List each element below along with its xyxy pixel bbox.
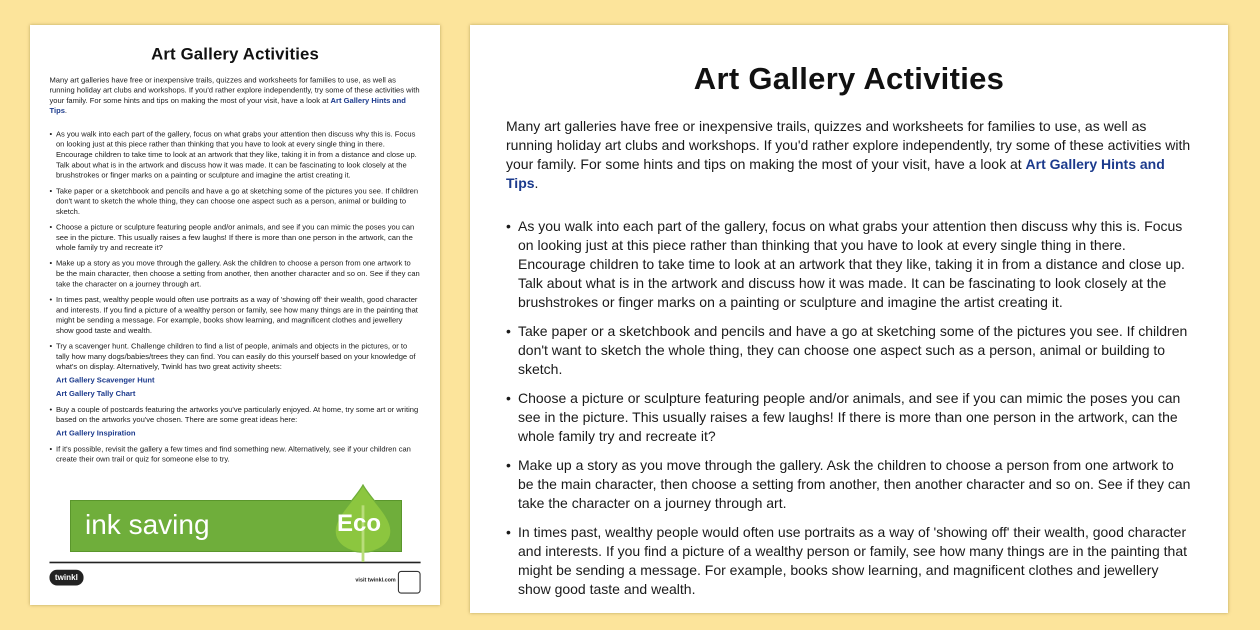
- eco-label: Eco: [337, 510, 382, 537]
- visit-text: visit twinkl.com: [355, 577, 396, 584]
- hints-tips-link[interactable]: Art Gallery Hints and Tips: [506, 156, 1165, 191]
- list-item-text: Buy a couple of postcards featuring the artworks you've particularly enjoyed. At home, try some art or writing based on the artworks you've chosen. There are some great ideas here:: [55, 404, 419, 424]
- list-item: • Make up a story as you move through the gallery. Ask the children to choose a person from one artwork to be the main character, then choose a setting from another, then another character and so on. See if they can take the character on a journey through art.: [49, 258, 420, 289]
- intro-text: Many art galleries have free or inexpensive trails, quizzes and worksheets for families to use, as well as running holiday art clubs and workshops. If you'd rather explore independently, try some of these activities with your family. For some hints and tips on making the most of your visit, have a look at: [506, 118, 1191, 172]
- tally-chart-link[interactable]: Art Gallery Tally Chart: [55, 389, 136, 398]
- twinkl-logo: twinkl: [49, 570, 83, 586]
- intro-text: Many art galleries have free or inexpensive trails, quizzes and worksheets for families to use, as well as running holiday art clubs and workshops. If you'd rather explore independently, try some of these activities with your family. For some hints and tips on making the most of your visit, have a look at: [49, 75, 420, 105]
- intro-paragraph: [506, 117, 1192, 193]
- activity-list: [49, 129, 420, 464]
- list-item: • Take paper or a sketchbook and pencils and have a go at sketching some of the pictures you see. If children don't want to sketch the whole thing, they can choose one aspect such as a person, animal or building to sketch.: [506, 322, 1192, 379]
- list-item: • If it's possible, revisit the gallery a few times and find something new. Alternatively, see if your children can create their own trail or quiz for someone else to try.: [49, 444, 420, 465]
- intro-paragraph: [49, 75, 420, 116]
- intro-end: .: [64, 106, 68, 115]
- list-item: • In times past, wealthy people would often use portraits as a way of 'showing off' their wealth, good character and interests. If you find a picture of a wealthy person or family, see how many things are in the painting that might be sending a message. For example, books show learning, and magnificent clothes and jewellery show good taste and wealth.: [506, 523, 1192, 599]
- list-item: [49, 404, 420, 438]
- inspiration-link[interactable]: Art Gallery Inspiration: [55, 428, 136, 438]
- activity-list: [506, 217, 1192, 599]
- list-item: • In times past, wealthy people would often use portraits as a way of 'showing off' their wealth, good character and interests. If you find a picture of a wealthy person or family, see how many things are in the painting that might be sending a message. For example, books show learning, and magnificent clothes and jewellery show good taste and wealth.: [49, 294, 420, 335]
- list-item: • Choose a picture or sculpture featuring people and/or animals, and see if you can mimic the poses you can see in the picture. This usually raises a few laughs! If there is more than one person in the artwork, can the whole family try and recreate it?: [49, 222, 420, 253]
- doc-footer: [49, 562, 420, 601]
- list-item: • As you walk into each part of the gallery, focus on what grabs your attention then discuss why this is. Focus on looking just at this piece rather than thinking that you have to look at every single thing in there. Encourage children to take time to look at an artwork that they like, taking it in from a distance and close up. Talk about what is in the artwork and discuss how it was made. It can be fascinating to look closely at the brushstrokes or finger marks on a painting or sculpture and imagine the artist creating it.: [49, 129, 420, 180]
- list-item: • Make up a story as you move through the gallery. Ask the children to choose a person from one artwork to be the main character, then choose a setting from another, then another character and so on. See if they can take the character on a journey through art.: [506, 456, 1192, 513]
- list-item: [49, 341, 420, 399]
- scavenger-hunt-link[interactable]: Art Gallery Scavenger Hunt: [55, 375, 155, 385]
- list-item: • Choose a picture or sculpture featuring people and/or animals, and see if you can mimic the poses you can see in the picture. This usually raises a few laughs! If there is more than one person in the artwork, can the whole family try and recreate it?: [506, 389, 1192, 446]
- list-item-text: Try a scavenger hunt. Challenge children to find a list of people, animals and objects in the pictures, or to tally how many dogs/babies/trees they can find. You can easily do this yourself based on your knowledge of what's on display. Alternatively, Twinkl has two great activity sheets:: [55, 341, 416, 371]
- ink-saving-label: ink saving: [85, 509, 210, 540]
- doc-title: Art Gallery Activities: [693, 61, 1005, 96]
- hints-tips-link[interactable]: Art Gallery Hints and Tips: [49, 95, 406, 115]
- document: [470, 25, 1228, 613]
- list-item: • As you walk into each part of the gallery, focus on what grabs your attention then discuss why this is. Focus on looking just at this piece rather than thinking that you have to look at every single thing in there. Encourage children to take time to look at an artwork that they like, taking it in from a distance and close up. Talk about what is in the artwork and discuss how it was made. It can be fascinating to look closely at the brushstrokes or finger marks on a painting or sculpture and imagine the artist creating it.: [506, 217, 1192, 312]
- page-preview: [470, 25, 1228, 613]
- intro-end: .: [534, 175, 539, 191]
- list-item: • Take paper or a sketchbook and pencils and have a go at sketching some of the pictures you see. If children don't want to sketch the whole thing, they can choose one aspect such as a person, animal or building to sketch.: [49, 186, 420, 217]
- doc-title: Art Gallery Activities: [151, 44, 320, 64]
- quality-badge-icon: [398, 571, 421, 594]
